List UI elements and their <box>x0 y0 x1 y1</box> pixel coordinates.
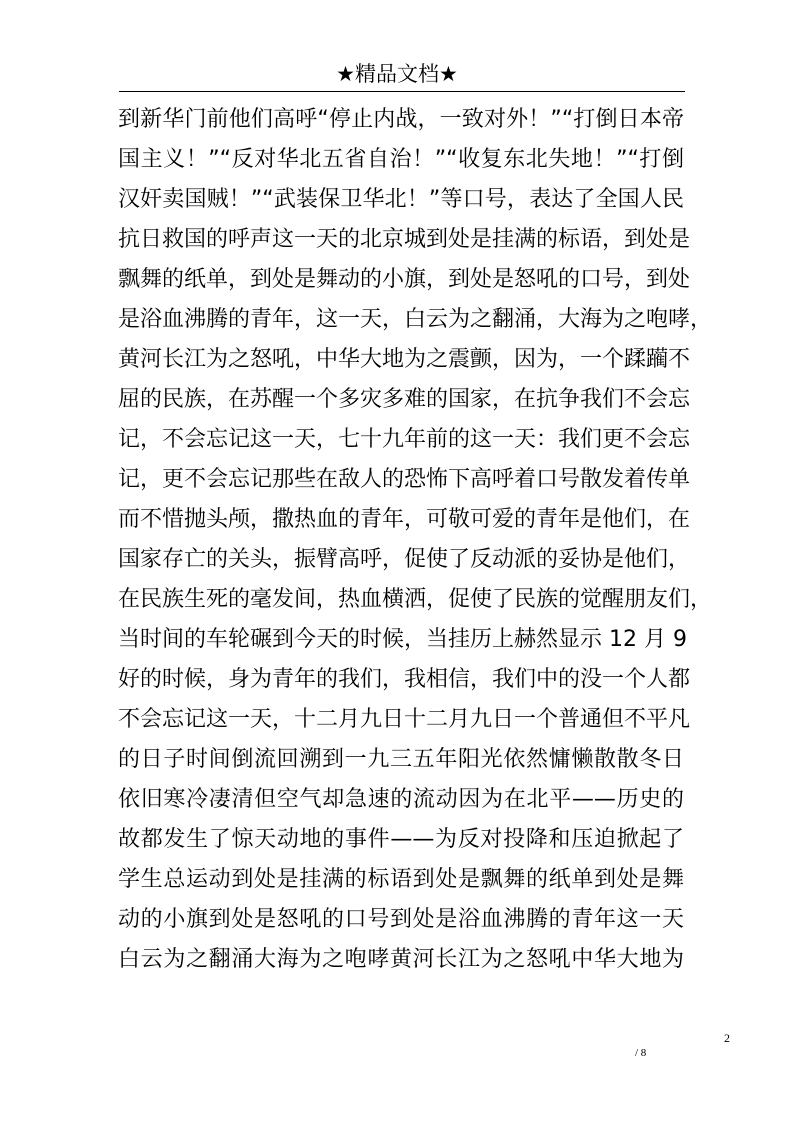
page-total: / 8 <box>635 1047 647 1059</box>
body-line: 的日子时间倒流回溯到一九三五年阳光依然慵懒散散冬日 <box>118 747 684 772</box>
body-line: 记，更不会忘记那些在敌人的恐怖下高呼着口号散发着传单 <box>118 467 691 492</box>
body-line: 动的小旗到处是怒吼的口号到处是浴血沸腾的青年这一天 <box>118 907 684 932</box>
body-line: 国主义！”“反对华北五省自治！”“收复东北失地！”“打倒 <box>118 147 684 172</box>
body-line: 而不惜抛头颅，撒热血的青年，可敬可爱的青年是他们，在 <box>118 507 691 532</box>
document-header-title: ★精品文档★ <box>336 62 458 86</box>
header-rule <box>119 91 685 92</box>
body-line: 学生总运动到处是挂满的标语到处是飘舞的纸单到处是舞 <box>118 867 684 892</box>
body-line: 好的时候，身为青年的我们，我相信，我们中的没一个人都 <box>118 667 691 692</box>
page-number: 2 <box>724 1031 730 1045</box>
body-line: 不会忘记这一天，十二月九日十二月九日一个普通但不平凡 <box>118 707 691 732</box>
body-line: 国家存亡的关头，振臂高呼，促使了反动派的妥协是他们， <box>118 547 691 572</box>
body-line: 当时间的车轮碾到今天的时候，当挂历上赫然显示 12 月 9 <box>118 627 687 652</box>
body-line: 是浴血沸腾的青年，这一天，白云为之翻涌，大海为之咆哮， <box>118 307 713 332</box>
body-line: 在民族生死的毫发间，热血横洒，促使了民族的觉醒朋友们， <box>118 587 713 612</box>
body-line: 故都发生了惊天动地的事件——为反对投降和压迫掀起了 <box>118 827 684 852</box>
body-line: 白云为之翻涌大海为之咆哮黄河长江为之怒吼中华大地为 <box>118 947 684 972</box>
body-line: 飘舞的纸单，到处是舞动的小旗，到处是怒吼的口号，到处 <box>118 267 691 292</box>
body-line: 依旧寒冷凄清但空气却急速的流动因为在北平——历史的 <box>118 787 684 812</box>
body-line: 黄河长江为之怒吼，中华大地为之震颤，因为，一个蹂躏不 <box>118 347 691 372</box>
body-line: 屈的民族，在苏醒一个多灾多难的国家，在抗争我们不会忘 <box>118 387 691 412</box>
document-body <box>118 100 713 980</box>
body-line: 汉奸卖国贼！”“武装保卫华北！”等口号，表达了全国人民 <box>118 187 684 212</box>
body-line: 到新华门前他们高呼“停止内战，一致对外！”“打倒日本帝 <box>118 107 684 132</box>
body-line: 抗日救国的呼声这一天的北京城到处是挂满的标语，到处是 <box>118 227 691 252</box>
body-line: 记，不会忘记这一天，七十九年前的这一天：我们更不会忘 <box>118 427 691 452</box>
